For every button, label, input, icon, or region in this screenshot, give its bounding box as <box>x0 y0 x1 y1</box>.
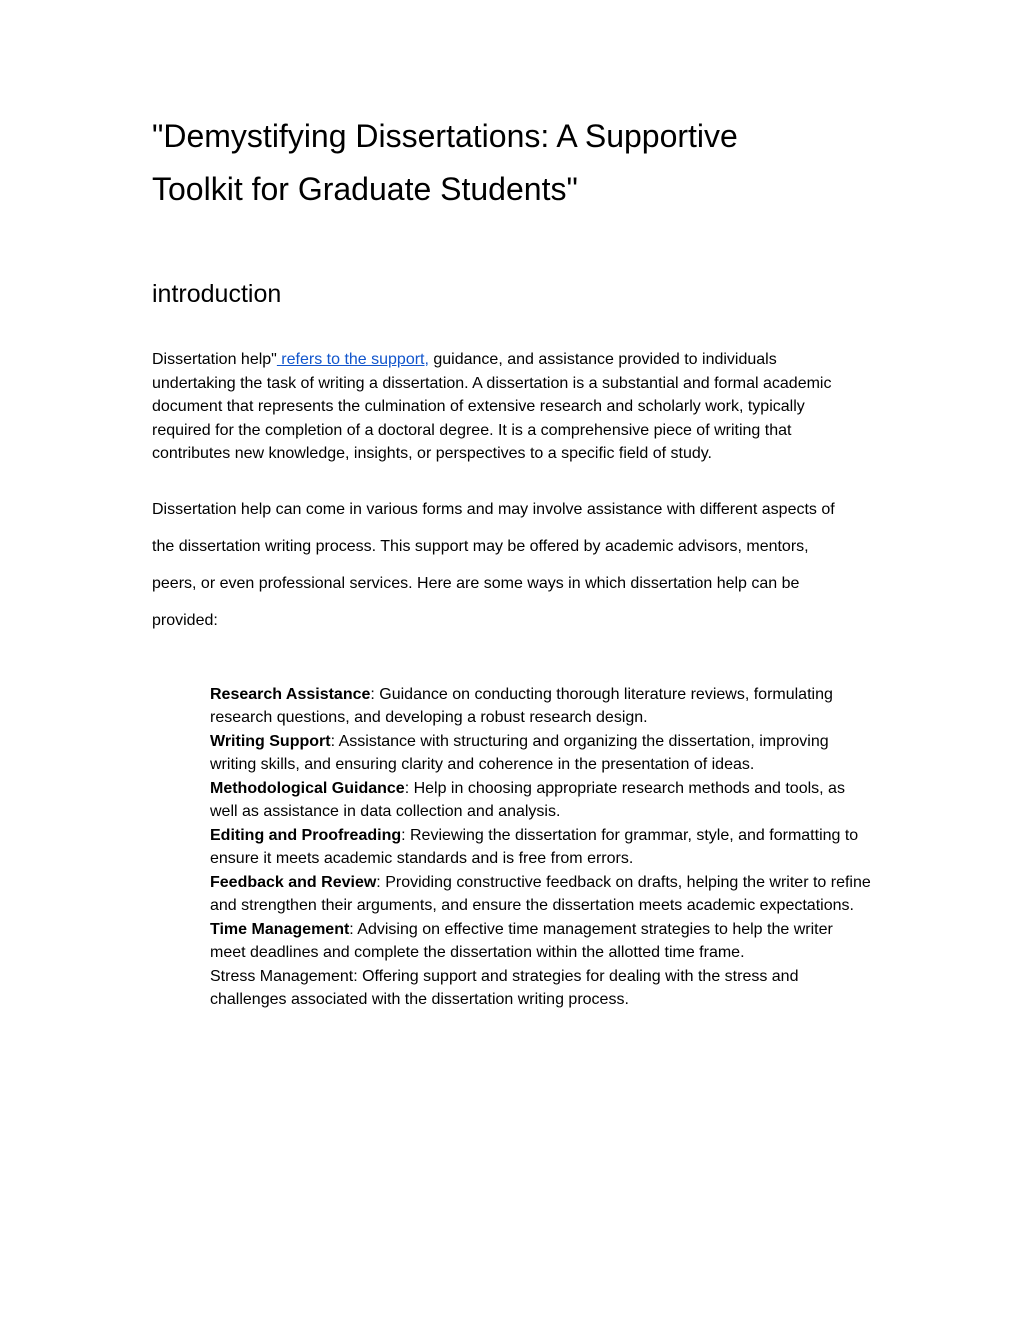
section-heading-introduction: introduction <box>152 280 282 308</box>
list-item <box>152 824 872 871</box>
refers-to-the-support-link[interactable]: refers to the support, <box>276 351 429 368</box>
list-item-term: Editing and Proofreading <box>210 826 402 844</box>
document-body <box>152 110 872 1012</box>
paragraph-definition <box>152 348 852 466</box>
list-item <box>152 777 872 824</box>
list-item-term: Time Management <box>210 920 350 938</box>
list-item-description: : Help in choosing appropriate research methods and tools, as well as assistance in data collection and analysis. <box>210 779 845 820</box>
list-item-term: Research Assistance <box>210 685 371 703</box>
paragraph-forms-of-help: Dissertation help can come in various forms and may involve assistance with different aspects of the dissertation writing process. This support may be offered by academic advisors, mentors, peers, or even professional services. Here are some ways in which dissertation help can be provided: <box>152 500 835 629</box>
list-item <box>152 918 872 965</box>
list-item <box>152 871 872 918</box>
list-item <box>152 683 872 730</box>
page-title: "Demystifying Dissertations: A Supportive Toolkit for Graduate Students" <box>152 118 738 207</box>
paragraph-definition-rest: guidance, and assistance provided to individuals undertaking the task of writing a dissertation. A dissertation is a substantial and formal academic document that represents the culmination of extensive research and scholarly work, typically required for the completion of a doctoral degree. It is a comprehensive piece of writing that contributes new knowledge, insights, or perspectives to a specific field of study. <box>152 351 832 462</box>
list-item-description: : Guidance on conducting thorough literature reviews, formulating research questions, and developing a robust research design. <box>210 685 833 726</box>
list-item-description: : Providing constructive feedback on drafts, helping the writer to refine and strengthen their arguments, and ensure the dissertation meets academic expectations. <box>210 873 871 914</box>
list-item-term: Stress Management <box>210 967 354 985</box>
list-item-term: Methodological Guidance <box>210 779 405 797</box>
paragraph-definition-lead: Dissertation help" <box>152 351 277 368</box>
list-item-description: : Assistance with structuring and organizing the dissertation, improving writing skills, and ensuring clarity and coherence in the presentation of ideas. <box>210 732 829 773</box>
list-item <box>152 965 872 1012</box>
support-types-list <box>152 683 872 1012</box>
list-item-description: : Offering support and strategies for dealing with the stress and challenges associated with the dissertation writing process. <box>210 967 799 1008</box>
list-item-description: : Advising on effective time management strategies to help the writer meet deadlines and complete the dissertation within the allotted time frame. <box>210 920 833 961</box>
list-item-description: : Reviewing the dissertation for grammar, style, and formatting to ensure it meets academic standards and is free from errors. <box>210 826 859 867</box>
list-item-term: Feedback and Review <box>210 873 377 891</box>
list-item <box>152 730 872 777</box>
list-item-term: Writing Support <box>210 732 331 750</box>
